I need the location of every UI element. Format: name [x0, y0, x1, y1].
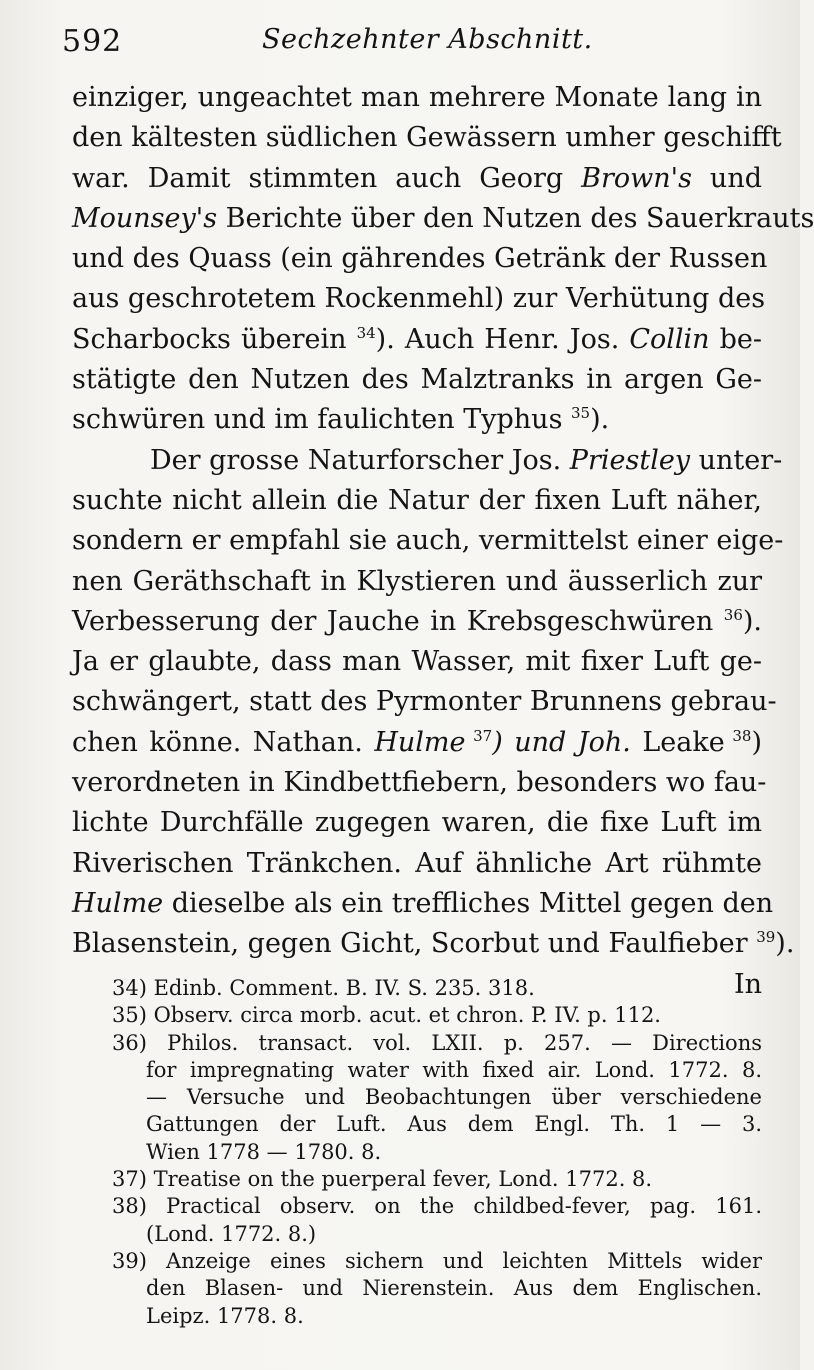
footnote — [112, 1248, 762, 1330]
text-line — [72, 360, 762, 400]
italic-name: Hulme — [72, 887, 164, 919]
text-line — [72, 844, 762, 884]
footnote — [112, 1002, 762, 1029]
footnote-line: den Blasen- und Nierenstein. Aus dem Englischen. — [146, 1276, 762, 1301]
text-segment: nen Geräthschaft in Klystieren und äusserlich zur — [72, 565, 762, 597]
footnote — [112, 1166, 762, 1193]
text-segment: schwüren und im faulichten Typhus — [72, 404, 572, 436]
text-line — [72, 159, 762, 199]
text-line — [72, 723, 762, 763]
text-line — [72, 642, 762, 682]
footnote-line: 35) Observ. circa morb. acut. et chron. P. IV. p. 112. — [112, 1003, 661, 1028]
footnote-line: 38) Practical observ. on the childbed-fever, pag. 161. — [112, 1194, 762, 1219]
text-segment: ) — [751, 726, 762, 758]
text-segment: einziger, ungeachtet man mehrere Monate lang in — [72, 82, 762, 113]
text-segment: chen könne. Nathan. — [72, 726, 375, 758]
text-segment: war. Damit stimmten auch Georg — [72, 162, 582, 194]
text-segment: Verbesserung der Jauche in Krebsgeschwüren — [72, 605, 724, 637]
text-line — [72, 562, 762, 602]
text-segment: Ja er glaubte, dass man Wasser, mit fixer Luft ge- — [72, 646, 762, 678]
text-segment: den kältesten südlichen Gewässern umher geschifft — [72, 122, 782, 154]
footnote-line: Gattungen der Luft. Aus dem Engl. Th. 1 — 3. — [146, 1112, 762, 1137]
text-segment: be- — [709, 323, 762, 355]
footnote-ref: 37 — [465, 726, 493, 745]
text-segment: dieselbe als ein treffliches Mittel gegen den — [163, 887, 774, 919]
italic-name: Mounsey's — [72, 202, 218, 234]
text-segment: ). — [775, 928, 795, 960]
footnote-line: 39) Anzeige eines sichern und leichten Mittels wider — [112, 1248, 762, 1273]
text-segment: schwängert, statt des Pyrmonter Brunnens gebrau- — [72, 686, 777, 718]
footnote-line: 36) Philos. transact. vol. LXII. p. 257. — Directions — [112, 1030, 762, 1055]
footnote-ref: 38 — [724, 726, 752, 745]
text-line — [72, 118, 782, 158]
text-line — [72, 279, 766, 319]
text-segment: Blasenstein, gegen Gicht, Scorbut und Faulfieber — [72, 928, 757, 960]
footnote-line: 37) Treatise on the puerperal fever, Lond. 1772. 8. — [112, 1167, 653, 1192]
footnote-line: for impregnating water with fixed air. Lond. 1772. 8. — [146, 1057, 762, 1082]
footnote — [112, 1030, 762, 1166]
text-segment: Riverischen Tränkchen. Auf ähnliche Art rühmte — [72, 847, 762, 879]
text-segment: In — [733, 968, 762, 1000]
text-segment: Scharbocks überein — [72, 323, 357, 355]
text-line — [72, 602, 762, 642]
text-segment: stätigte den Nutzen des Malztranks in argen Ge- — [72, 364, 762, 396]
text-segment: Der grosse Naturforscher Jos. — [150, 444, 570, 476]
text-line — [72, 763, 767, 803]
text-segment: verordneten in Kindbettfiebern, besonders wo fau- — [72, 767, 767, 799]
footnote-ref: 34 — [356, 323, 376, 342]
footnote — [112, 975, 762, 1002]
page-header — [62, 20, 760, 64]
text-line — [72, 924, 795, 964]
text-segment: Berichte über den Nutzen des Sauerkrauts — [217, 202, 814, 234]
footnote-ref: 36 — [723, 605, 743, 624]
text-line — [72, 521, 784, 561]
text-line — [72, 682, 777, 722]
text-segment: ). — [590, 404, 610, 436]
footnote-line: — Versuche und Beobachtungen über verschiedene — [146, 1085, 762, 1110]
footnote-line: Leipz. 1778. 8. — [146, 1303, 304, 1328]
text-line — [72, 78, 762, 118]
text-segment: aus geschrotetem Rockenmehl) zur Verhütung des — [72, 283, 766, 315]
text-line — [72, 481, 762, 521]
footnote — [112, 1193, 762, 1248]
text-line — [72, 803, 762, 843]
text-segment: unter- — [690, 444, 783, 476]
text-segment: suchte nicht allein die Natur der fixen Luft näher, — [72, 484, 762, 516]
text-line — [72, 239, 768, 279]
footnote-line: (Lond. 1772. 8.) — [146, 1221, 317, 1246]
text-segment: sondern er empfahl sie auch, vermittelst einer eige- — [72, 525, 784, 557]
text-segment: und des Quass (ein gährendes Getränk der Russen — [72, 243, 768, 275]
text-segment: ). Auch Henr. Jos. — [375, 323, 630, 355]
italic-name: Hulme — [374, 726, 466, 758]
text-segment: ). — [742, 605, 762, 637]
italic-name: ) und Joh. — [492, 726, 643, 758]
text-line — [72, 441, 783, 481]
footnotes — [112, 975, 762, 1330]
italic-name: Priestley — [569, 444, 691, 476]
body-text — [72, 78, 814, 1005]
text-segment: lichte Durchfälle zugegen waren, die fixe Luft im — [72, 807, 762, 839]
italic-name: Brown's — [581, 162, 692, 194]
footnote-line: Wien 1778 — 1780. 8. — [146, 1139, 382, 1164]
italic-name: Collin — [629, 323, 710, 355]
text-line — [72, 320, 762, 360]
footnote-ref: 39 — [756, 928, 776, 947]
text-line — [72, 400, 762, 440]
text-segment: Leake — [642, 726, 725, 758]
page-number: 592 — [62, 24, 123, 59]
footnote-line: 34) Edinb. Comment. B. IV. S. 235. 318. — [112, 976, 535, 1000]
text-line — [72, 199, 814, 239]
text-segment: und — [691, 162, 762, 194]
text-line — [72, 884, 774, 924]
running-head: Sechzehnter Abschnitt. — [262, 24, 593, 55]
footnote-ref: 35 — [571, 404, 591, 423]
